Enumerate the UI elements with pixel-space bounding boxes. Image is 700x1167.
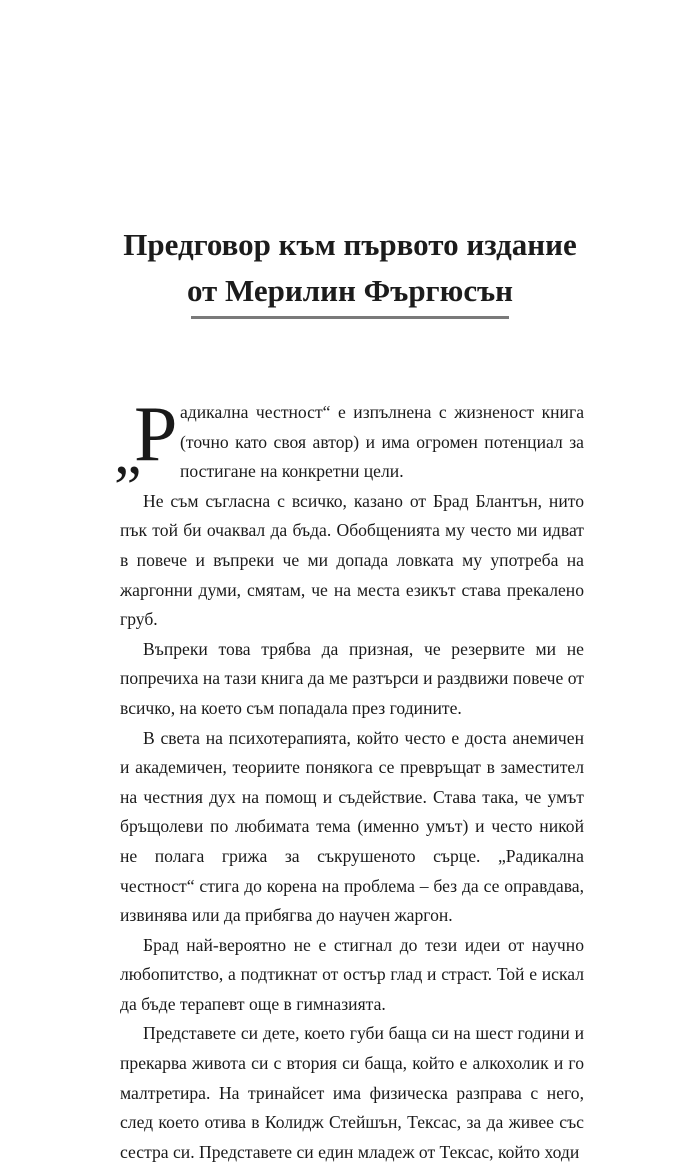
heading-divider — [191, 316, 509, 319]
heading-line-1: Предговор към първото издание — [123, 227, 577, 262]
paragraph-2: Не съм съгласна с всичко, казано от Брад Блантън, нито пък той би очаквал да бъда. Обобщенията му често ми идват в повече и въпреки че ми допада ловката му употреба на жаргонни думи, смятам, че на места езикът става прекалено груб. — [120, 490, 584, 630]
paragraph-1-text: адикална честност“ е изпълнена с жизненост книга (точно като своя автор) и има огромен потенциал за постигане на конкретни цели. — [180, 402, 584, 482]
paragraph-1 — [114, 390, 584, 487]
body-text — [114, 390, 584, 1167]
paragraph-4: В света на психотерапията, който често е доста анемичен и академичен, теориите понякога се превръщат в заместител на честния дух на помощ и съдействие. Става така, че умът бръщолеви по любимата тема (именно умът) и често никой не полага грижа за съкрушеното сърце. „Радикална честност“ стига до корена на проблема – без да се оправдава, извинява или да прибягва до научен жаргон. — [120, 727, 584, 926]
paragraph-3: Въпреки това трябва да призная, че резервите ми не попречиха на тази книга да ме разтърси и раздвижи повече от всичко, на което съм попадала през годините. — [120, 638, 584, 718]
drop-cap-quote: „ — [114, 419, 142, 487]
drop-cap — [114, 390, 178, 487]
drop-cap-letter: Р — [134, 390, 178, 477]
chapter-heading — [0, 222, 700, 314]
heading-line-2: от Мерилин Фъргюсън — [186, 273, 514, 308]
paragraph-5: Брад най-вероятно не е стигнал до тези идеи от научно любопитство, а подтикнат от остър глад и страст. Той е искал да бъде терапевт още в гимназията. — [120, 934, 584, 1014]
paragraph-6: Представете си дете, което губи баща си на шест години и прекарва живота си с втория си баща, който е алкохолик и го малтретира. На тринайсет има физическа разправа с него, след което отива в Колидж Стейшън, Тексас, за да живее със сестра си. Представете си един младеж от Тексас, който ходи — [120, 1023, 584, 1162]
